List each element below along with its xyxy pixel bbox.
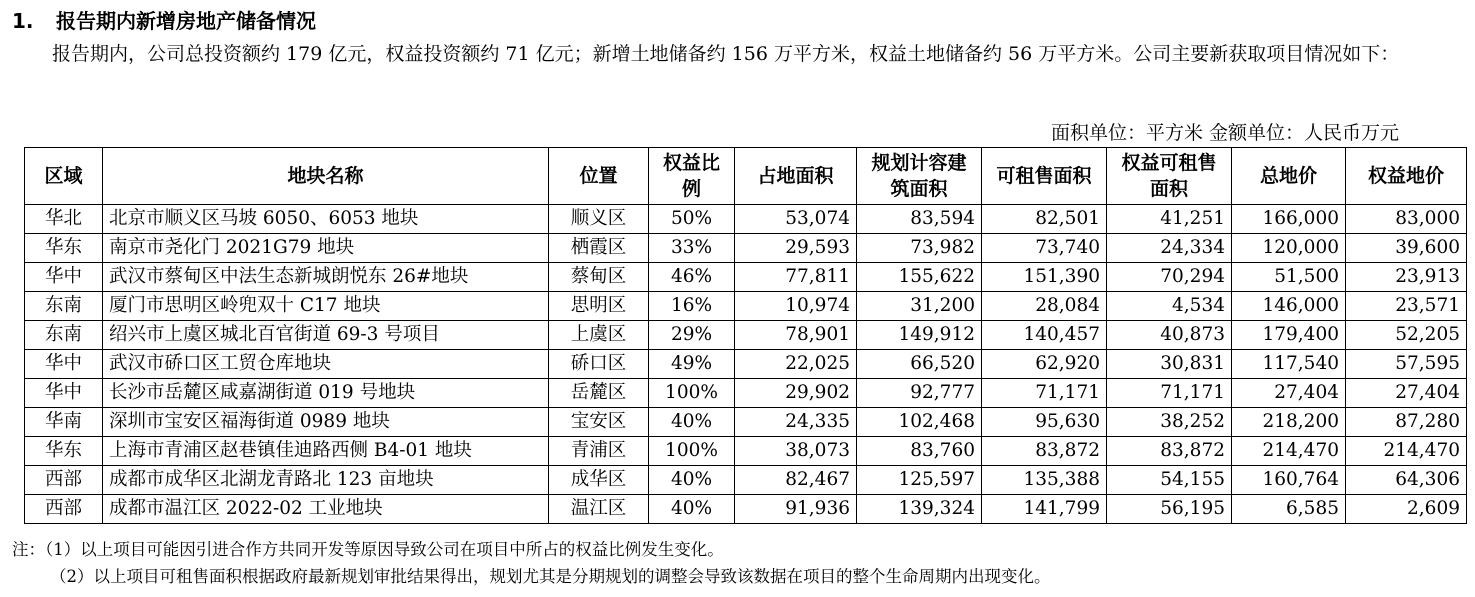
notes xyxy=(12,536,1051,590)
cell-equity-ratio: 100% xyxy=(649,379,735,408)
cell-equity-land-price: 52,205 xyxy=(1346,321,1467,350)
land-reserve-table xyxy=(24,147,1467,524)
header-total-land-price: 总地价 xyxy=(1232,148,1346,205)
cell-location: 硚口区 xyxy=(549,350,649,379)
cell-region: 华中 xyxy=(25,263,103,292)
note-1: 注：（1）以上项目可能因引进合作方共同开发等原因导致公司在项目中所占的权益比例发生变化。 xyxy=(12,540,724,559)
cell-location: 成华区 xyxy=(549,466,649,495)
cell-equity-saleable-area: 54,155 xyxy=(1107,466,1232,495)
cell-equity-saleable-area: 83,872 xyxy=(1107,437,1232,466)
cell-land-area: 24,335 xyxy=(735,408,857,437)
summary-paragraph: 报告期内，公司总投资额约 179 亿元，权益投资额约 71 亿元；新增土地储备约 156 万平方米，权益土地储备约 56 万平方米。公司主要新获取项目情况如下： xyxy=(52,43,1400,65)
cell-saleable-area: 71,171 xyxy=(982,379,1107,408)
cell-equity-saleable-area: 71,171 xyxy=(1107,379,1232,408)
cell-equity-saleable-area: 24,334 xyxy=(1107,234,1232,263)
cell-saleable-area: 141,799 xyxy=(982,495,1107,524)
cell-equity-land-price: 2,609 xyxy=(1346,495,1467,524)
cell-planned-gfa: 102,468 xyxy=(857,408,982,437)
cell-equity-land-price: 39,600 xyxy=(1346,234,1467,263)
cell-land-area: 10,974 xyxy=(735,292,857,321)
cell-planned-gfa: 83,594 xyxy=(857,205,982,234)
section-number: 1. xyxy=(12,9,34,33)
table-row xyxy=(25,234,1467,263)
cell-land-area: 78,901 xyxy=(735,321,857,350)
cell-total-land-price: 218,200 xyxy=(1232,408,1346,437)
cell-total-land-price: 120,000 xyxy=(1232,234,1346,263)
cell-plot-name: 厦门市思明区岭兜双十 C17 地块 xyxy=(103,292,549,321)
header-equity-ratio: 权益比例 xyxy=(649,148,735,205)
cell-land-area: 77,811 xyxy=(735,263,857,292)
cell-region: 东南 xyxy=(25,321,103,350)
cell-saleable-area: 135,388 xyxy=(982,466,1107,495)
cell-equity-saleable-area: 70,294 xyxy=(1107,263,1232,292)
cell-region: 东南 xyxy=(25,292,103,321)
cell-saleable-area: 28,084 xyxy=(982,292,1107,321)
cell-saleable-area: 73,740 xyxy=(982,234,1107,263)
table-row xyxy=(25,263,1467,292)
cell-land-area: 29,593 xyxy=(735,234,857,263)
table-row xyxy=(25,408,1467,437)
header-equity-saleable-area: 权益可租售面积 xyxy=(1107,148,1232,205)
table-row xyxy=(25,495,1467,524)
cell-region: 西部 xyxy=(25,466,103,495)
cell-region: 华中 xyxy=(25,379,103,408)
cell-land-area: 22,025 xyxy=(735,350,857,379)
cell-land-area: 53,074 xyxy=(735,205,857,234)
cell-equity-ratio: 40% xyxy=(649,408,735,437)
header-saleable-area: 可租售面积 xyxy=(982,148,1107,205)
section-heading xyxy=(12,6,316,36)
cell-plot-name: 上海市青浦区赵巷镇佳迪路西侧 B4-01 地块 xyxy=(103,437,549,466)
table-row xyxy=(25,292,1467,321)
cell-plot-name: 南京市尧化门 2021G79 地块 xyxy=(103,234,549,263)
table-row xyxy=(25,321,1467,350)
cell-saleable-area: 62,920 xyxy=(982,350,1107,379)
table-row xyxy=(25,437,1467,466)
header-planned-gfa: 规划计容建筑面积 xyxy=(857,148,982,205)
cell-equity-ratio: 40% xyxy=(649,495,735,524)
cell-planned-gfa: 139,324 xyxy=(857,495,982,524)
cell-location: 温江区 xyxy=(549,495,649,524)
cell-location: 栖霞区 xyxy=(549,234,649,263)
cell-saleable-area: 140,457 xyxy=(982,321,1107,350)
cell-region: 华东 xyxy=(25,437,103,466)
cell-location: 宝安区 xyxy=(549,408,649,437)
cell-equity-ratio: 16% xyxy=(649,292,735,321)
cell-equity-land-price: 64,306 xyxy=(1346,466,1467,495)
cell-total-land-price: 27,404 xyxy=(1232,379,1346,408)
cell-saleable-area: 95,630 xyxy=(982,408,1107,437)
cell-saleable-area: 82,501 xyxy=(982,205,1107,234)
cell-location: 上虞区 xyxy=(549,321,649,350)
cell-equity-ratio: 100% xyxy=(649,437,735,466)
cell-plot-name: 成都市成华区北湖龙青路北 123 亩地块 xyxy=(103,466,549,495)
note-2: （2）以上项目可租售面积根据政府最新规划审批结果得出，规划尤其是分期规划的调整会导致该数据在项目的整个生命周期内出现变化。 xyxy=(50,567,1051,586)
cell-equity-saleable-area: 38,252 xyxy=(1107,408,1232,437)
table-row xyxy=(25,350,1467,379)
cell-saleable-area: 83,872 xyxy=(982,437,1107,466)
cell-plot-name: 北京市顺义区马坡 6050、6053 地块 xyxy=(103,205,549,234)
cell-total-land-price: 51,500 xyxy=(1232,263,1346,292)
cell-planned-gfa: 92,777 xyxy=(857,379,982,408)
cell-planned-gfa: 149,912 xyxy=(857,321,982,350)
cell-equity-ratio: 40% xyxy=(649,466,735,495)
cell-land-area: 29,902 xyxy=(735,379,857,408)
cell-plot-name: 长沙市岳麓区咸嘉湖街道 019 号地块 xyxy=(103,379,549,408)
cell-location: 顺义区 xyxy=(549,205,649,234)
cell-equity-ratio: 29% xyxy=(649,321,735,350)
cell-plot-name: 武汉市硚口区工贸仓库地块 xyxy=(103,350,549,379)
cell-region: 华中 xyxy=(25,350,103,379)
cell-plot-name: 成都市温江区 2022-02 工业地块 xyxy=(103,495,549,524)
cell-planned-gfa: 125,597 xyxy=(857,466,982,495)
cell-equity-saleable-area: 41,251 xyxy=(1107,205,1232,234)
cell-planned-gfa: 66,520 xyxy=(857,350,982,379)
table-row xyxy=(25,466,1467,495)
cell-planned-gfa: 155,622 xyxy=(857,263,982,292)
cell-location: 思明区 xyxy=(549,292,649,321)
cell-land-area: 91,936 xyxy=(735,495,857,524)
cell-equity-land-price: 27,404 xyxy=(1346,379,1467,408)
cell-total-land-price: 117,540 xyxy=(1232,350,1346,379)
header-land-area: 占地面积 xyxy=(735,148,857,205)
cell-location: 青浦区 xyxy=(549,437,649,466)
section-title: 报告期内新增房地产储备情况 xyxy=(56,9,316,33)
cell-region: 西部 xyxy=(25,495,103,524)
cell-equity-land-price: 87,280 xyxy=(1346,408,1467,437)
cell-planned-gfa: 31,200 xyxy=(857,292,982,321)
cell-region: 华东 xyxy=(25,234,103,263)
cell-total-land-price: 214,470 xyxy=(1232,437,1346,466)
cell-plot-name: 深圳市宝安区福海街道 0989 地块 xyxy=(103,408,549,437)
cell-location: 蔡甸区 xyxy=(549,263,649,292)
cell-equity-ratio: 50% xyxy=(649,205,735,234)
cell-region: 华南 xyxy=(25,408,103,437)
cell-equity-land-price: 214,470 xyxy=(1346,437,1467,466)
cell-equity-land-price: 83,000 xyxy=(1346,205,1467,234)
cell-equity-ratio: 33% xyxy=(649,234,735,263)
cell-equity-saleable-area: 4,534 xyxy=(1107,292,1232,321)
cell-total-land-price: 6,585 xyxy=(1232,495,1346,524)
cell-total-land-price: 146,000 xyxy=(1232,292,1346,321)
cell-equity-saleable-area: 56,195 xyxy=(1107,495,1232,524)
header-equity-land-price: 权益地价 xyxy=(1346,148,1467,205)
cell-planned-gfa: 83,760 xyxy=(857,437,982,466)
cell-saleable-area: 151,390 xyxy=(982,263,1107,292)
cell-land-area: 82,467 xyxy=(735,466,857,495)
cell-equity-saleable-area: 30,831 xyxy=(1107,350,1232,379)
cell-equity-ratio: 49% xyxy=(649,350,735,379)
header-location: 位置 xyxy=(549,148,649,205)
header-plot-name: 地块名称 xyxy=(103,148,549,205)
table-header-row xyxy=(25,148,1467,205)
table-row xyxy=(25,205,1467,234)
cell-plot-name: 绍兴市上虞区城北百官街道 69-3 号项目 xyxy=(103,321,549,350)
cell-equity-land-price: 57,595 xyxy=(1346,350,1467,379)
cell-equity-land-price: 23,571 xyxy=(1346,292,1467,321)
cell-total-land-price: 160,764 xyxy=(1232,466,1346,495)
cell-equity-land-price: 23,913 xyxy=(1346,263,1467,292)
cell-equity-saleable-area: 40,873 xyxy=(1107,321,1232,350)
table-row xyxy=(25,379,1467,408)
cell-plot-name: 武汉市蔡甸区中法生态新城朗悦东 26#地块 xyxy=(103,263,549,292)
cell-land-area: 38,073 xyxy=(735,437,857,466)
cell-region: 华北 xyxy=(25,205,103,234)
cell-total-land-price: 179,400 xyxy=(1232,321,1346,350)
cell-planned-gfa: 73,982 xyxy=(857,234,982,263)
units-note: 面积单位：平方米 金额单位：人民币万元 xyxy=(1050,122,1399,144)
cell-equity-ratio: 46% xyxy=(649,263,735,292)
cell-total-land-price: 166,000 xyxy=(1232,205,1346,234)
header-region: 区域 xyxy=(25,148,103,205)
cell-location: 岳麓区 xyxy=(549,379,649,408)
